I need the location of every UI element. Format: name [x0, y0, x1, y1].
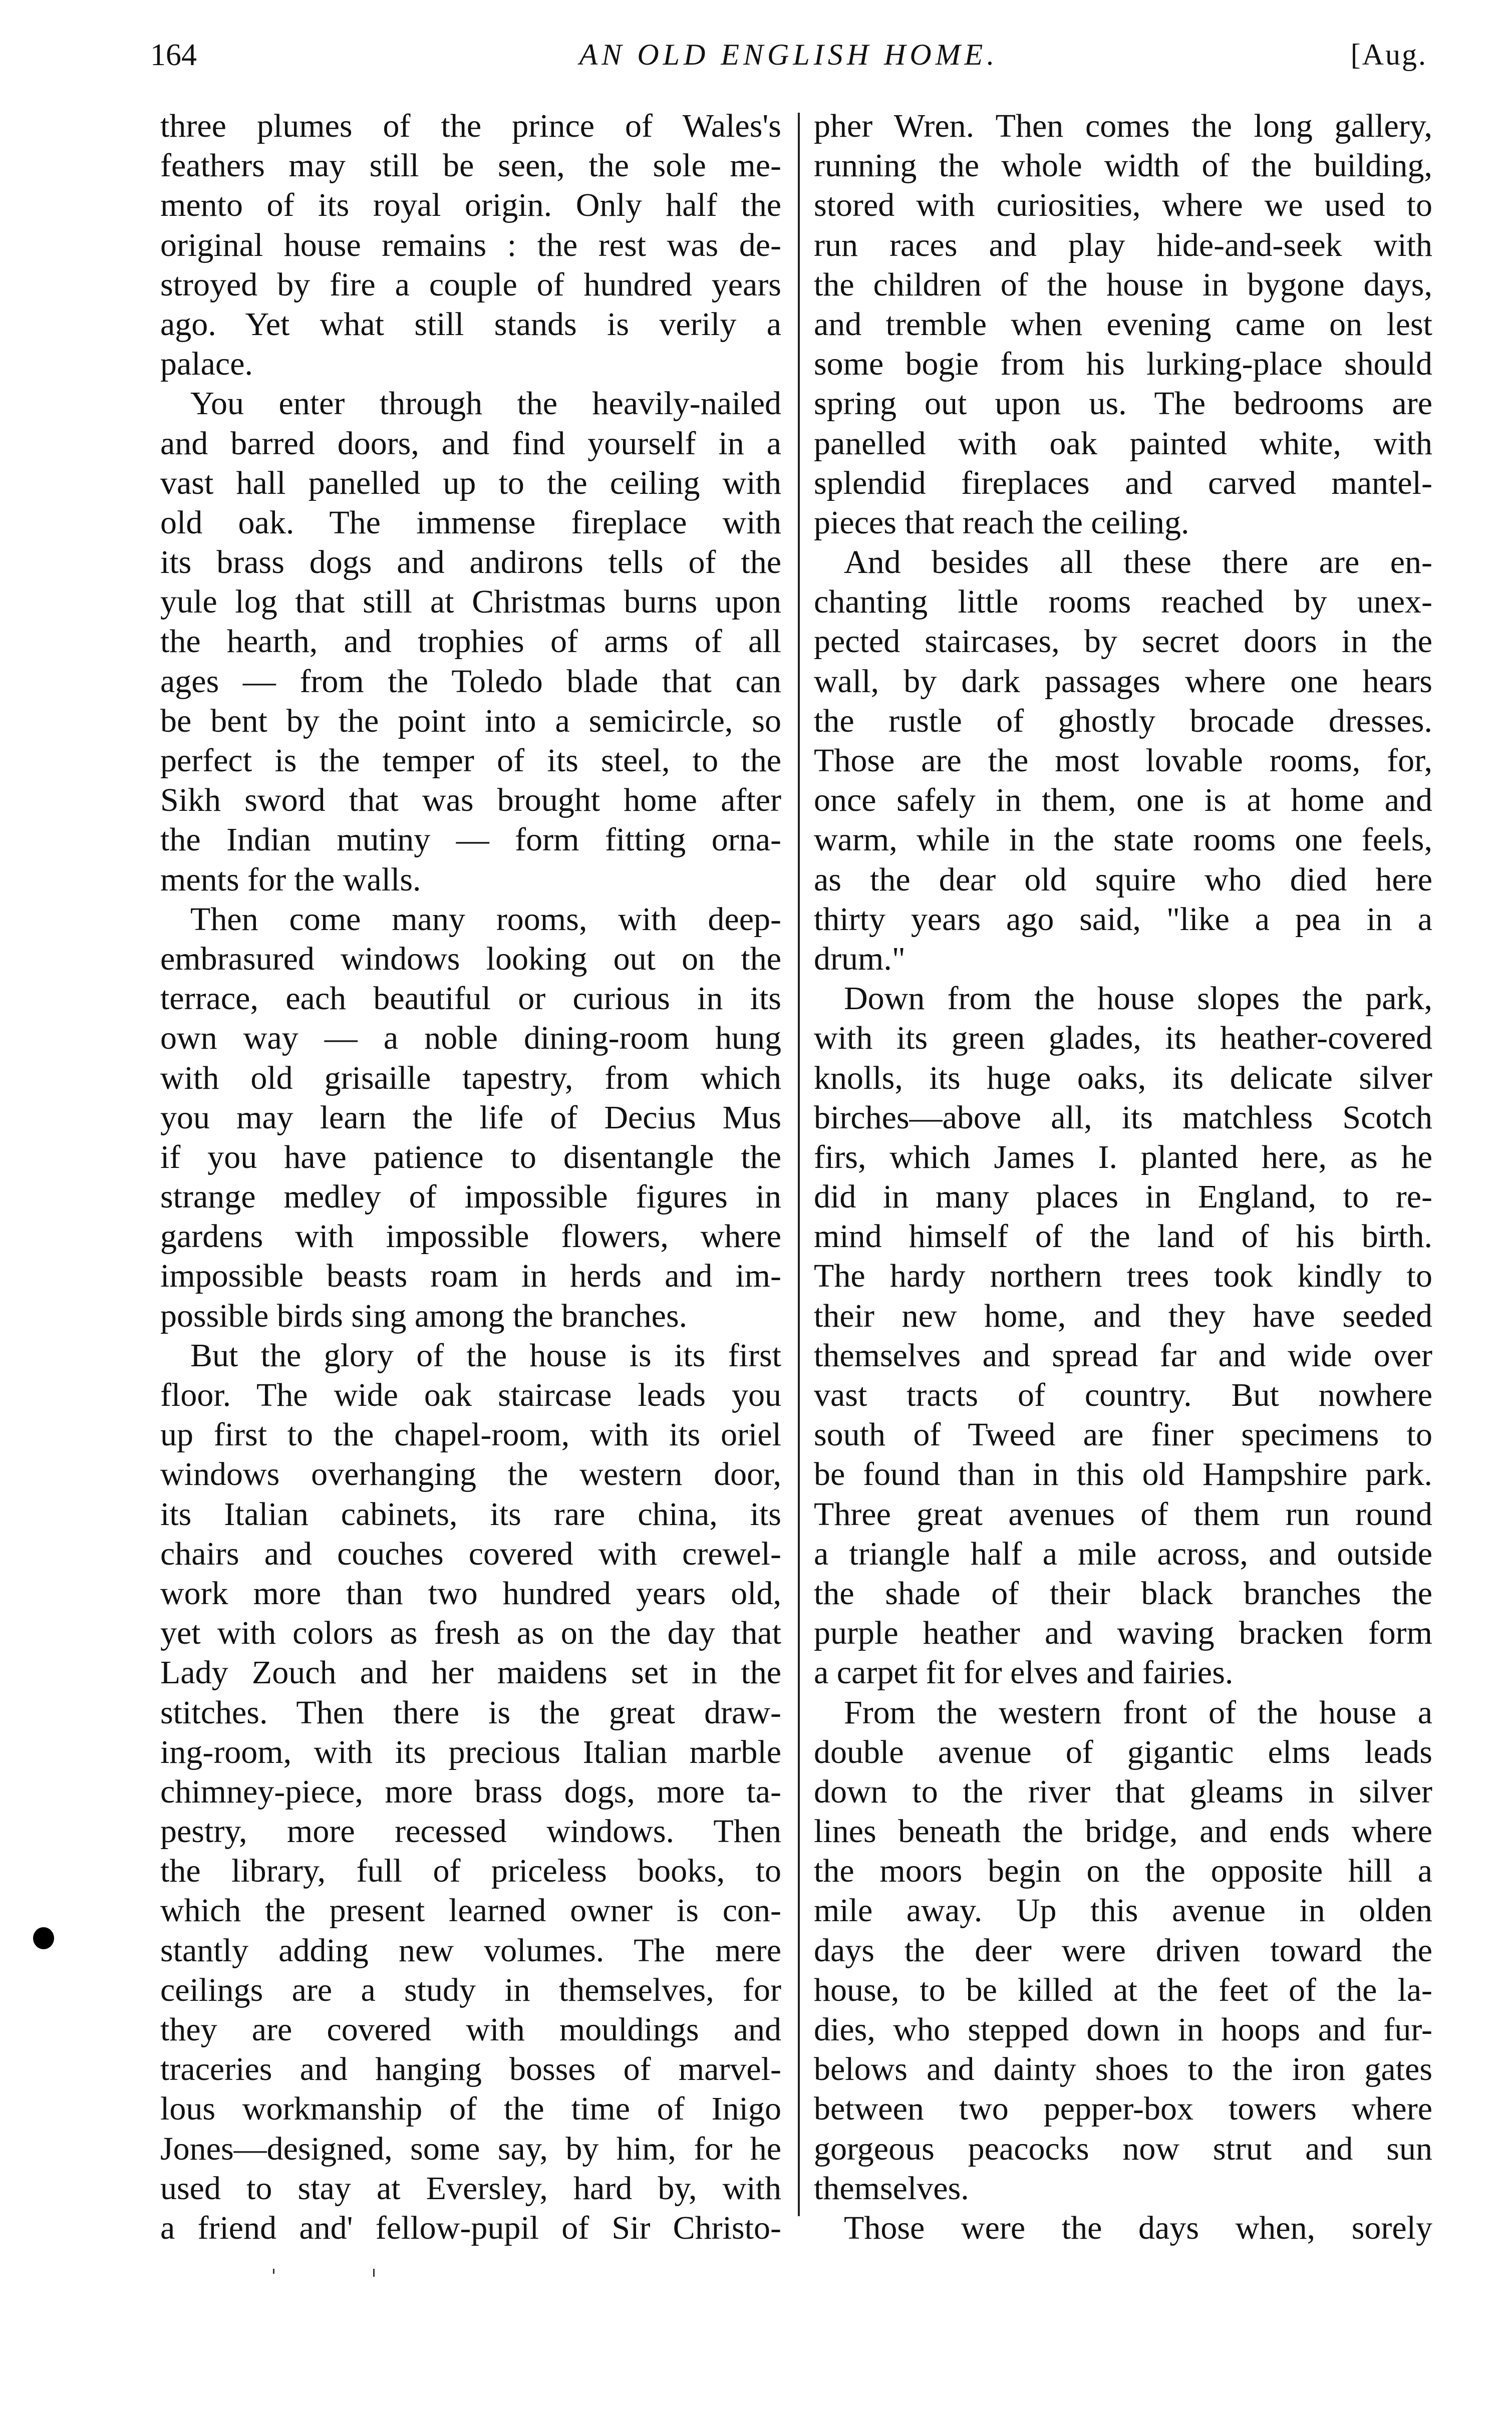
text-line: the children of the house in bygone days, — [814, 266, 1432, 303]
text-line: stored with curiosities, where we used to — [814, 187, 1432, 224]
text-line: running the whole width of the building, — [814, 147, 1432, 184]
margin-ink-dot — [33, 1927, 54, 1949]
text-line: possible birds sing among the branches. — [160, 1297, 688, 1334]
text-line: the library, full of priceless books, to — [160, 1853, 781, 1890]
right-column — [814, 106, 1432, 2248]
text-line: its Italian cabinets, its rare china, its — [160, 1495, 781, 1533]
scan-speck — [373, 2269, 375, 2277]
text-line: stantly adding new volumes. The mere — [160, 1932, 781, 1969]
text-line: Then come many rooms, with deep- — [190, 900, 781, 938]
text-line: gardens with impossible flowers, where — [160, 1218, 781, 1255]
text-line: house, to be killed at the feet of the la- — [814, 1971, 1432, 2008]
text-line: vast tracts of country. But nowhere — [814, 1377, 1432, 1413]
text-line: be bent by the point into a semicircle, so — [160, 702, 781, 739]
text-line: warm, while in the state rooms one feels, — [814, 821, 1432, 858]
text-line: ceilings are a study in themselves, for — [160, 1971, 781, 2008]
text-line: chanting little rooms reached by unex- — [814, 583, 1432, 621]
text-line: if you have patience to disentangle the — [160, 1138, 781, 1175]
text-line: days the deer were driven toward the — [814, 1932, 1432, 1969]
text-line: the hearth, and trophies of arms of all — [160, 623, 781, 660]
text-line: pestry, more recessed windows. Then — [160, 1813, 781, 1850]
text-line: the shade of their black branches the — [814, 1575, 1432, 1612]
text-line: vast hall panelled up to the ceiling with — [160, 464, 781, 501]
text-line: you may learn the life of Decius Mus — [160, 1099, 781, 1136]
text-line: From the western front of the house a — [844, 1694, 1432, 1731]
text-line: chimney-piece, more brass dogs, more ta- — [160, 1773, 781, 1810]
text-line: splendid fireplaces and carved mantel- — [814, 464, 1432, 501]
text-line: some bogie from his lurking-place should — [814, 346, 1432, 383]
text-line: Jones—designed, some say, by him, for he — [160, 2130, 781, 2167]
text-line: embrasured windows looking out on the — [160, 940, 781, 977]
text-line: the rustle of ghostly brocade dresses. — [814, 702, 1432, 739]
text-line: lines beneath the bridge, and ends where — [814, 1813, 1432, 1850]
text-line: stitches. Then there is the great draw- — [160, 1694, 781, 1731]
text-line: thirty years ago said, "like a pea in a — [814, 900, 1432, 938]
text-line: the moors begin on the opposite hill a — [814, 1853, 1432, 1890]
text-line: panelled with oak painted white, with — [814, 425, 1432, 462]
text-line: themselves. — [814, 2170, 969, 2207]
text-line: a friend and' fellow-pupil of Sir Christo- — [160, 2209, 781, 2246]
text-line: spring out upon us. The bedrooms are — [814, 385, 1432, 422]
text-line: You enter through the heavily-nailed — [190, 385, 781, 422]
text-line: run races and play hide-and-seek with — [814, 226, 1432, 263]
text-line: pher Wren. Then comes the long gallery, — [814, 108, 1432, 144]
text-line: mento of its royal origin. Only half the — [160, 187, 781, 224]
text-line: traceries and hanging bosses of marvel- — [160, 2051, 781, 2088]
running-title: AN OLD ENGLISH HOME. — [579, 38, 999, 71]
text-line: belows and dainty shoes to the iron gates — [814, 2051, 1432, 2088]
text-line: a triangle half a mile across, and outside — [814, 1535, 1432, 1572]
text-line: original house remains : the rest was de- — [160, 226, 781, 263]
text-line: perfect is the temper of its steel, to the — [160, 742, 781, 779]
text-line: birches—above all, its matchless Scotch — [814, 1099, 1432, 1136]
text-line: own way — a noble dining-room hung — [160, 1020, 781, 1057]
text-line: down to the river that gleams in silver — [814, 1773, 1432, 1810]
text-line: south of Tweed are finer specimens to — [814, 1416, 1432, 1453]
text-line: their new home, and they have seeded — [814, 1297, 1432, 1334]
text-line: a carpet fit for elves and fairies. — [814, 1654, 1234, 1691]
text-line: ages — from the Toledo blade that can — [160, 663, 781, 700]
page-number: 164 — [150, 38, 197, 72]
text-line: between two pepper-box towers where — [814, 2090, 1432, 2128]
text-line: stroyed by fire a couple of hundred years — [160, 266, 781, 303]
text-line: The hardy northern trees took kindly to — [814, 1258, 1432, 1295]
text-line: as the dear old squire who died here — [814, 861, 1432, 898]
text-line: ago. Yet what still stands is verily a — [160, 306, 781, 343]
text-line: Lady Zouch and her maidens set in the — [160, 1654, 781, 1691]
text-line: the Indian mutiny — form fitting orna- — [160, 821, 781, 858]
text-line: impossible beasts roam in herds and im- — [160, 1258, 781, 1295]
text-line: chairs and couches covered with crewel- — [160, 1535, 781, 1572]
text-line: lous workmanship of the time of Inigo — [160, 2090, 781, 2128]
column-divider — [798, 113, 800, 2216]
text-line: up first to the chapel-room, with its oriel — [160, 1416, 781, 1453]
text-line: work more than two hundred years old, — [160, 1575, 781, 1612]
text-line: gorgeous peacocks now strut and sun — [814, 2130, 1432, 2167]
text-line: purple heather and waving bracken form — [814, 1615, 1432, 1652]
text-line: did in many places in England, to re- — [814, 1178, 1432, 1216]
text-line: dies, who stepped down in hoops and fur- — [814, 2011, 1432, 2048]
text-line: Sikh sword that was brought home after — [160, 782, 781, 819]
text-line: drum." — [814, 940, 905, 977]
text-line: firs, which James I. planted here, as he — [814, 1138, 1432, 1175]
text-line: windows overhanging the western door, — [160, 1456, 781, 1493]
text-line: yule log that still at Christmas burns upon — [160, 583, 781, 621]
text-line: Those are the most lovable rooms, for, — [814, 742, 1432, 779]
text-line: mile away. Up this avenue in olden — [814, 1892, 1432, 1929]
text-line: Down from the house slopes the park, — [844, 980, 1432, 1017]
text-line: and tremble when evening came on lest — [814, 306, 1432, 343]
text-line: its brass dogs and andirons tells of the — [160, 544, 781, 581]
text-line: with old grisaille tapestry, from which — [160, 1059, 781, 1096]
text-line: strange medley of impossible figures in — [160, 1178, 781, 1216]
text-line: be found than in this old Hampshire park. — [814, 1456, 1432, 1493]
text-line: knolls, its huge oaks, its delicate silver — [814, 1059, 1432, 1096]
text-line: pected staircases, by secret doors in the — [814, 623, 1432, 660]
text-line: But the glory of the house is its first — [190, 1337, 781, 1374]
text-line: and barred doors, and find yourself in a — [160, 425, 781, 462]
text-line: palace. — [160, 346, 253, 383]
text-line: themselves and spread far and wide over — [814, 1337, 1432, 1374]
left-column — [160, 106, 781, 2248]
text-line: they are covered with mouldings and — [160, 2011, 781, 2048]
text-line: ing-room, with its precious Italian marble — [160, 1733, 781, 1770]
scan-speck — [273, 2269, 274, 2274]
text-line: double avenue of gigantic elms leads — [814, 1733, 1432, 1770]
text-line: yet with colors as fresh as on the day that — [160, 1615, 781, 1652]
text-line: feathers may still be seen, the sole me- — [160, 147, 781, 184]
text-line: three plumes of the prince of Wales's — [160, 108, 781, 144]
text-line: terrace, each beautiful or curious in its — [160, 980, 781, 1017]
text-line: with its green glades, its heather-covered — [814, 1020, 1432, 1057]
text-line: old oak. The immense fireplace with — [160, 504, 781, 541]
text-line: used to stay at Eversley, hard by, with — [160, 2170, 781, 2207]
text-line: wall, by dark passages where one hears — [814, 663, 1432, 700]
text-line: mind himself of the land of his birth. — [814, 1218, 1432, 1255]
text-line: ments for the walls. — [160, 861, 421, 898]
text-line: Those were the days when, sorely — [844, 2209, 1432, 2246]
text-line: once safely in them, one is at home and — [814, 782, 1432, 819]
text-line: pieces that reach the ceiling. — [814, 504, 1189, 541]
text-line: Three great avenues of them run round — [814, 1495, 1432, 1533]
text-line: which the present learned owner is con- — [160, 1892, 781, 1929]
text-line: And besides all these there are en- — [844, 544, 1432, 581]
issue-month: [Aug. — [1350, 38, 1427, 71]
text-line: floor. The wide oak staircase leads you — [160, 1377, 781, 1413]
page-header — [150, 38, 1427, 83]
